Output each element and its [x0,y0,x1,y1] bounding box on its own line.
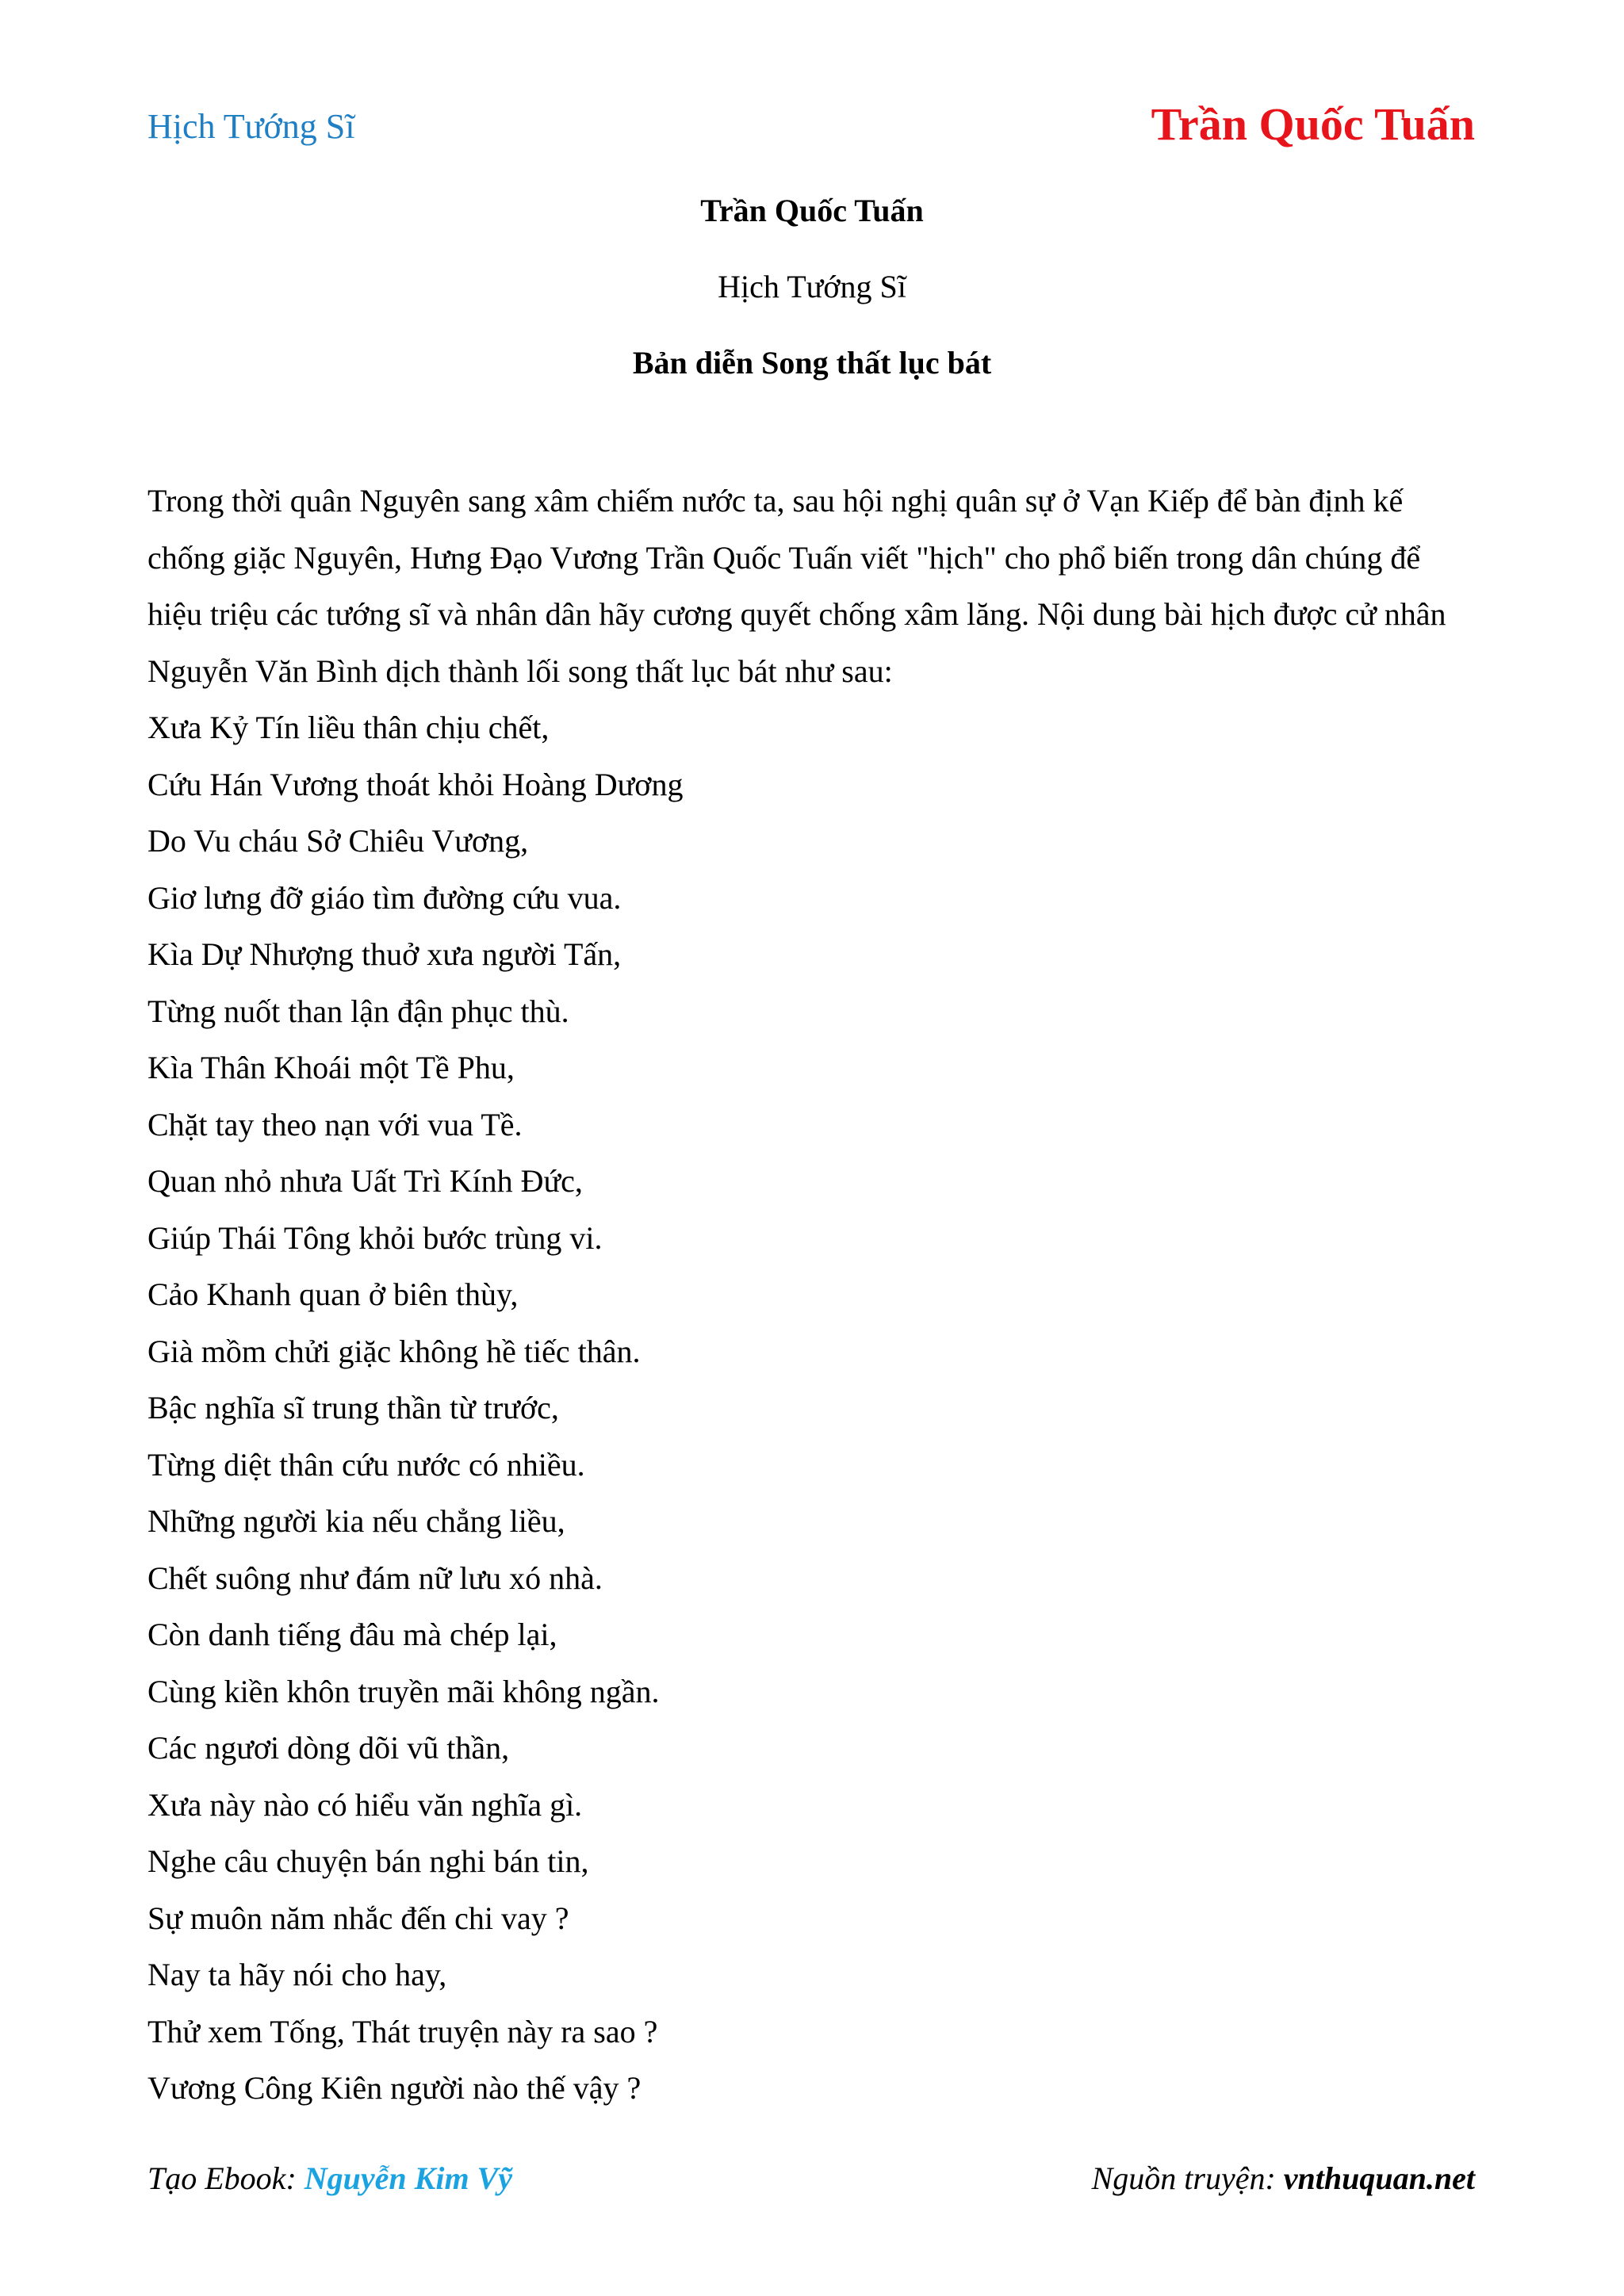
verse-line: Kìa Thân Khoái một Tề Phu, [147,1050,515,1085]
verse-line: Do Vu cháu Sở Chiêu Vương, [147,823,529,859]
verse-line: Sự muôn năm nhắc đến chi vay ? [147,1900,569,1936]
title-subtitle: Bản diễn Song thất lục bát [632,345,992,381]
verse-line: Từng diệt thân cứu nước có nhiều. [147,1446,585,1483]
verse-line: Xưa này nào có hiểu văn nghĩa gì. [147,1786,583,1823]
verse-line: Vương Công Kiên người nào thế vậy ? [147,2070,642,2106]
footer-ebook-author[interactable]: Nguyễn Kim Vỹ [304,2160,512,2196]
verse-line: Giơ lưng đỡ giáo tìm đường cứu vua. [147,879,622,916]
verse-line: Thử xem Tống, Thát truyện này ra sao ? [147,2013,658,2049]
footer-source-label: Nguồn truyện [1091,2160,1266,2196]
footer-source-sep: : [1265,2160,1284,2196]
intro-paragraph: Trong thời quân Nguyên sang xâm chiếm nước ta, sau hội nghị quân sự ở Vạn Kiếp để bàn định kế chống giặc Nguyên, Hưng Đạo Vương Trần Quốc Tuấn viết "hịch" cho phổ biến trong dân chúng để hiệu triệu các tướng sĩ và nhân dân hãy cương quyết chống xâm lăng. Nội dung bài hịch được cử nhân Nguyễn Văn Bình dịch thành lối song thất lục bát như sau: [147,483,1446,689]
verse-line: Cùng kiền khôn truyền mãi không ngần. [147,1673,660,1709]
verse-line: Xưa Kỷ Tín liều thân chịu chết, [147,710,550,745]
footer-ebook-credit [147,2155,512,2202]
verse-line: Chặt tay theo nạn với vua Tề. [147,1106,523,1142]
verse-line: Nghe câu chuyện bán nghi bán tin, [147,1843,589,1879]
header-author: Trần Quốc Tuấn [1151,98,1475,150]
verse-line: Quan nhỏ nhưa Uất Trì Kính Đức, [147,1163,583,1199]
title-author: Trần Quốc Tuấn [700,193,924,228]
verse-line: Kìa Dự Nhượng thuở xưa người Tấn, [147,936,622,972]
verse-line: Già mồm chửi giặc không hề tiếc thân. [147,1333,641,1369]
verse-line: Nay ta hãy nói cho hay, [147,1957,447,1992]
document-body [147,473,1477,2117]
verse-line: Các ngươi dòng dõi vũ thần, [147,1730,510,1766]
verse-line: Còn danh tiếng đâu mà chép lại, [147,1617,557,1652]
title-work: Hịch Tướng Sĩ [718,269,906,304]
verse-line: Chết suông như đám nữ lưu xó nhà. [147,1559,603,1596]
footer-source-site[interactable]: vnthuquan.net [1283,2160,1475,2196]
footer-source-credit [1092,2155,1475,2202]
verse-line: Giúp Thái Tông khỏi bước trùng vi. [147,1219,603,1256]
header-book-title: Hịch Tướng Sĩ [147,107,355,146]
verse-line: Bậc nghĩa sĩ trung thần từ trước, [147,1390,559,1425]
footer-ebook-label: Tạo Ebook [147,2160,286,2196]
verse-line: Từng nuốt than lận đận phục thù. [147,993,569,1029]
verse-line: Cứu Hán Vương thoát khỏi Hoàng Dương [147,766,684,802]
verse-line: Cảo Khanh quan ở biên thùy, [147,1276,519,1312]
verse-line: Những người kia nếu chẳng liều, [147,1503,565,1539]
verse-list [147,699,1477,2117]
footer-ebook-sep: : [285,2160,304,2196]
